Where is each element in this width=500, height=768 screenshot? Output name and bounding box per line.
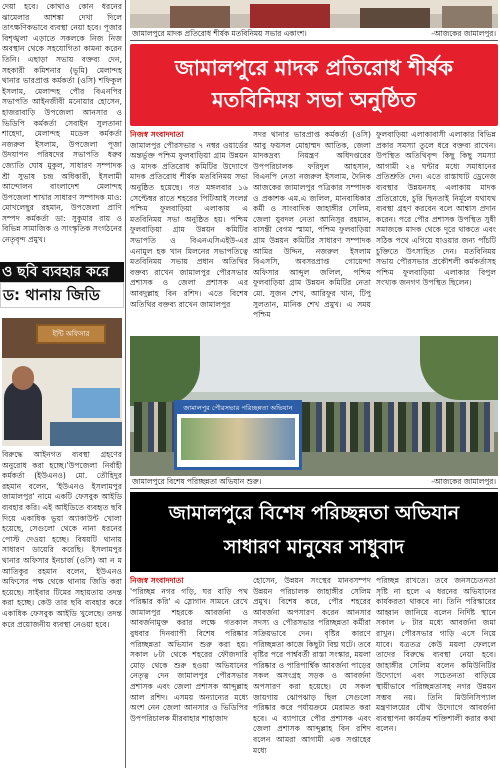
story1-photo [130,0,498,28]
left-column-top-text: দেয়া হবে। কোথাও কোন ধরনের ঝামেলার আশঙ্কা দেখা দিলে তাৎক্ষণিকভাবে ব্যবস্থা নেয়া হবে। পূজার বিশৃঙ্খলা এড়াতে সকলকে নিজ নিজ অবস্থান থেকে সহযোগিতা কামনা করেন তিনি। এছাড়া সভায় বক্তব্য দেন, সহকারী কমিশনার (ভূমি) মেলান্দহ থানার ভারপ্রাপ্ত কর্মকর্তা (ওসি) শফিকুল ইসলাম, মেলান্দহ পৌর বিএনপির সভাপতি আইনজীবী মনোয়ার হোসেন, হাজরাবাড়ি উপজেলা আনসার ও ভিডিপি কর্মকর্তা সেবাইন সুলতানা শাহেদা, মেলান্দহ মডেল কর্মকর্তা নজরুল ইসলাম, উপজেলা পূজা উদযাপন পরিষদের সভাপতি ধরুব জ্যোতি ঘোষ মুকুল, সাধারণ সম্পাদক শ্রী সুভাষ চন্দ্র অধিকারী, ইসলামী আন্দোলন বাংলাদেশ মেলান্দহ উপজেলা শাখার সাধারণ সম্পাদক মাও: মোখলেছুর রহমান, উপজেলা প্রাণি সম্পদ কর্মকর্তা ডা: সুকুমার রায় ও বিভিন্ন সামাজিক ও সাংস্কৃতিক সংগঠনের নেতৃবৃন্দ প্রমুখ। [2,2,122,245]
story2-photo-caption [130,476,498,489]
left-headline-line1: ও ছবি ব্যবহার করে [0,262,124,282]
cleanup-banner-title: জামালপুর পৌরসভার পরিচ্ছন্নতা অভিযান [177,403,299,414]
story1-col1-text: জামালপুর পৌরসভার ৭ নম্বর ওয়ার্ডের অন্তর্ভুক্ত পশ্চিম ফুলবাড়িয়া গ্রাম উন্নয়ন ও মাদক প্রতিরোধ কমিটির উদ্যোগে মাদক প্রতিরোধ শীর্ষক মতবিনিময় সভা অনুষ্ঠিত হয়েছে। গত মঙ্গলবার ১৬ সেপ্টেম্বর রাতে শহরের পিটিআই সংলগ্ন পশ্চিম ফুলবাড়িয়া এলাকায় এ মতবিনিময় সভা অনুষ্ঠিত হয়। পশ্চিম ফুলবাড়িয়া গ্রাম উন্নয়ন কমিটির সভাপতি ও বিএনএসিএইউ-এর এনামুল হক খান মিলনের সভাপতিত্বে মতবিনিময় সভায় প্রধান অতিথির বক্তব্য রাখেন জামালপুর পৌরসভার প্রশাসক ও জেলা প্রশাসক এর আবদুল্লাহ বিন রশিদ। এতে বিশেষ অতিথির বক্তব্য রাখেন জামালপুর [130,140,248,309]
story2-headline-line2: সাধারণ মানুষের সাধুবাদ [223,536,405,558]
story2-caption-credit: -আজকের জামালপুর। [431,477,496,486]
story1-headline-line2: মতবিনিময় সভা অনুষ্ঠিত [211,88,417,112]
left-headline-line2: ড: থানায় জিডি [0,282,124,308]
story1-headline-line1: জামালপুরে মাদক প্রতিরোধ শীর্ষক [175,56,453,80]
story2-headline-line1: জামালপুরে বিশেষ পরিচ্ছন্নতা অভিযান [168,502,460,524]
office-sign: ইন্টি অফিসার [36,324,106,344]
story2-col1-text: 'পরিচ্ছন্ন নগর গড়ি, ঘর বাড়ি পথ পরিষ্কার করি' এ স্লোগান সামনে রেখে জামালপুর শহরকে আবর্জনা ও আবর্জনামুক্ত করার লক্ষে গতকাল বুধবার দিনব্যাপী বিশেষ পরিষ্কার পরিচ্ছন্নতা অভিযান শুরু করা হয়। সকাল ৮টা থেকে শহরের ফৌজদারি মোড় থেকে শুরু হওয়া অভিযানের নেতৃত্ব দেন জামালপুর পৌরসভার প্রশাসক এবং জেলা প্রশাসক আব্দুল্লাহ আল রশিদ। এসময় অন্যান্যের মধ্যে অংশ নেন জেলা আনসার ও ভিডিপির উপপরিচালক মীরবাহার শাহাজাদ [130,586,248,723]
story1-byline: নিজস্ব সংবাদদাতা [130,130,184,139]
story2-col1 [130,576,248,766]
left-headline [0,262,124,314]
story1-col1 [130,130,248,332]
story2-col3: পরিচ্ছন্ন রাখতে। তবে জনসচেতনতা সৃষ্টি না হলে এ ধরনের অভিযানের কার্যকরতা থাকবে না। তিনি পরিস্কারের আহ্বান জানিয়ে বলেন নির্দিষ্ট স্থানে সকাল ৮ টার মধ্যে আবর্জনা জমা রাখুন। পৌরসভার গাড়ি এসে নিয়ে যাবে। যত্রতত্র কেউ ময়লা ফেললে তাদের বিরুদ্ধে ব্যবস্থা নেয়া হবে। জাহাঙ্গীর সেলিম বলেন কমিউনিটির উদ্যোগে এবং সচেতনতা বাড়িয়ে স্থায়ীভাবে পরিচ্ছন্নতাসহ নগর উন্নয়ন সম্ভব নয়। তিনি মিউনিসিপ্যাল মন্ত্রণালয়ের যৌথ উদ্যোগে আবর্জনা ব্যবস্থাপনা কার্যক্রম শক্তিশালী করার কথা বলেন। [376,576,496,734]
story1-headline [130,44,498,126]
story1-col3: ফুলবাড়িয়া এলাকাবাসী এলাকার বিভিন্ন প্রকার সমস্যা তুলে ধরে বক্তব্য রাখেন। উপস্থিত অতিথিবৃন্দ কিছু কিছু সমস্যা আগামী ২৪ ঘন্টার মধ্যে সমাধানের প্রতিশ্রুতি দেন। এতে রাস্তাঘাট ড্রেনেজ ব্যবস্থার উন্নয়নসহ এলাকায় মাদক প্রতিরোধে, চুরি ছিনতাই নির্মূলে যথাযথ ব্যবস্থা গ্রহণ করবেন বলে আশ্বাস প্রদান করেন। পরে পৌর প্রশাসক উপস্থিত সুধী সমাজকে মাদক থেকে দূরে থাকতে এবং সঠিক পথে এগিয়ে যাওয়ার জন্য পাঁচটি চুক্তিতে উৎসাহিত দেন। মতবিনিময় সভায় পৌরসভার প্রকৌশলী কর্মকর্তাসহ পশ্চিম ফুলবাড়িয়া এলাকার বিপুল সংখ্যক জনগণ উপস্থিত ছিলেন। [376,130,496,288]
story2-col2: হোসেন, উন্নয়ন সংস্থের মানবসম্পদ উন্নয়ন পরিচালক জাহাঙ্গীর সেলিম প্রমুখ। বিশেষ করে, পৌর শহরের আবর্জনা অপসারণ করেন আনসার সদস্য ও পৌরসভার পরিচ্ছন্নতা কর্মীরা সক্রিয়ভাবে দেন। বৃষ্টির কারণে পরিচ্ছন্নতা কাজে কিছুটা বিঘ্ন ঘটে। তবে বৃষ্টির পরে পার্শ্ববর্তী রাস্তা সংস্কার, ময়লা পরিষ্কার ও পারিপার্শ্বিক আবর্জনা পাড়ের সকল অসংগ্রহ সড়ক ও আবর্জনা অপসারণ করা হয়েছে। যে সকল জায়গায় ঝোপঝাড় ছিল সেগুলো পরিষ্কার করে পর্যায়ক্রমে মেরামত করা হবে। এ ব্যাপারে পৌর প্রশাসক এবং জেলা প্রশাসক আব্দুল্লাহ বিন রশিদ বলেন আমরা আগামী এক সপ্তাহের মধ্যে [253,576,371,755]
story2-caption-text: জামালপুরে বিশেষ পরিচ্ছন্নতা অভিযান শুরু। [132,477,262,486]
cleanup-banner [174,400,302,470]
story2-byline: নিজস্ব সংবাদদাতা [130,576,184,585]
left-column-bottom-text: বিরুদ্ধে আইনগত ব্যবস্থা গ্রহণের অনুরোধ করা হচ্ছে।'উপজেলা নির্বাহী কর্মকর্তা (ইউএনও) মো. তৌহিদুর রহমান বলেন, 'ইউএনও ইসলামপুর জামালপুর' নামে একটি ফেসবুক আইডি ব্যবহার করি। এই আইডিতে ব্যবহৃত ছবি দিয়ে একাধিক ভুয়া অ্যাকাউন্ট খোলা হয়েছে, সেগুলো থেকে নানা ধরনের পোস্ট দেওয়া হচ্ছে। বিষয়টি থানায় সাধারণ ডায়েরি করেছি। ইসলামপুর থানার অফিসার ইনচার্জ (ওসি) আ ন ম আতিকুর রহমান বলেন, ইউএনও অফিসের পক্ষ থেকে থানায় জিডি করা হয়েছে। সাইবার টিমের সহায়তায় তদন্ত করা হচ্ছে। কেউ তার ছবি ব্যবহার করে একাধিক ফেসবুক আইডি খুলেছে। তদন্ত করে প্রয়োজনীয় ব্যবস্থা নেওয়া হবে। [2,450,122,629]
story1-col2: সদর থানার ভারপ্রাপ্ত কর্মকর্তা (ওসি) আবু ফয়সল মোহাম্মদ আতিক, জেলা মাদকদ্রব্য নিয়ন্ত্রণ অধিদপ্তরের উপপরিচালক ফরিদুল আহসান, বিএনপি নেতা নজরুল ইসলাম, দৈনিক আজকের জামালপুর পত্রিকার সম্পাদক ও প্রকাশক এম.এ জলিল, মানবাধিকার কর্মী ও সাংবাদিক জাহাঙ্গীর সেলিম, জেলা যুবদল নেতা আনিসুর রহমান, বাসন্তী বেগম স্মামা, পশ্চিম ফুলবাড়িয়া গ্রাম উন্নয়ন কমিটির সাধারণ সম্পাদক আমির উদ্দিন, নজরুল ইসলাম বিএসসি, অবসরপ্রাপ্ত গোয়েন্দা অফিসার আব্দুল জলিল, পশ্চিম ফুলবাড়িয়া গ্রাম উন্নয়ন কমিটির নেতা মো. সুজন শেখ, আরিফুর খান, টিপু সুলতান, মানিক শেখ প্রমুখ। এ সময় পশ্চিম [253,130,371,320]
story1-caption-credit: -আজকের জামালপুর। [431,29,496,38]
column-divider [125,0,126,768]
left-office-photo [2,318,122,446]
story1-caption-text: জামালপুরে মাদক প্রতিরোধ শীর্ষক মতবিনিময় সভার একাংশ। [132,29,307,38]
story2-headline [130,492,498,572]
story1-photo-caption [130,28,498,41]
story2-photo [130,336,498,476]
